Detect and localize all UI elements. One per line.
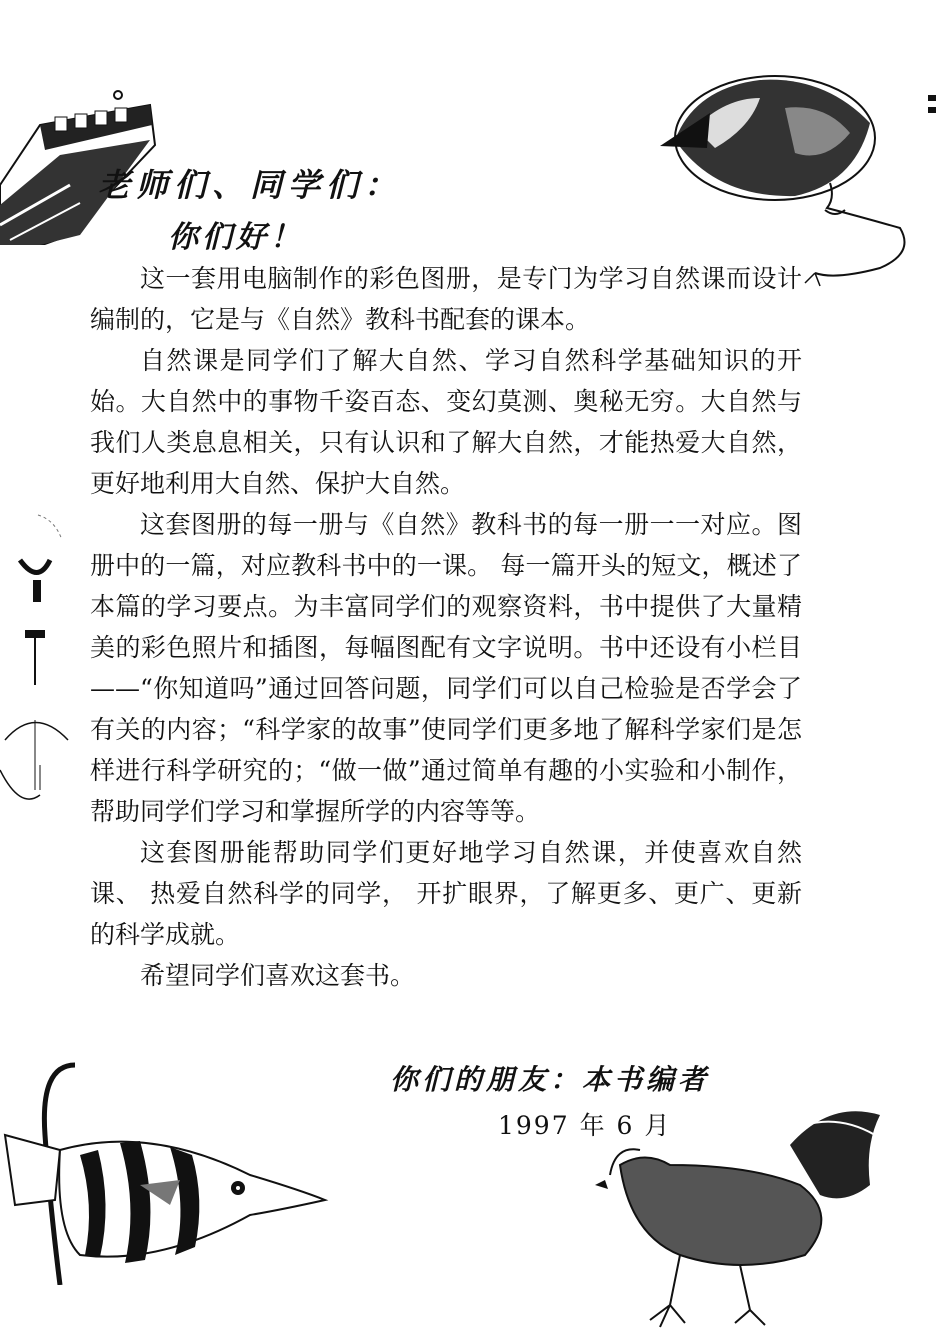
paragraph: 这一套用电脑制作的彩色图册，是专门为学习自然课而设计编制的，它是与《自然》教科书配套的课本。: [90, 264, 802, 334]
paragraph: 这套图册的每一册与《自然》教科书的每一册一一对应。图册中的一篇，对应教科书中的一课。 每一篇开头的短文，概述了本篇的学习要点。为丰富同学们的观察资料，书中提供了大量精美的彩色照片和插图，每幅图配有文字说明。书中还设有小栏目——“你知道吗”通过回答问题，同学们可以自己检验是否学会了有关的内容；“科学家的故事”使同学们更多地了解科学家们是怎样进行科学研究的；“做一做”通过简单有趣的小实验和小制作，帮助同学们学习和掌握所学的内容等等。: [90, 510, 802, 826]
greeting: 你们好！: [168, 220, 304, 255]
salutation: 老师们、同学们：: [98, 166, 403, 204]
page-edge-mark: [928, 95, 936, 117]
paragraph: 希望同学们喜欢这套书。: [140, 961, 416, 990]
letter-body: [90, 258, 802, 996]
date: 1997 年 6 月: [498, 1111, 672, 1140]
tuning-fork-icon: [0, 510, 80, 810]
paragraph: 自然课是同学们了解大自然、学习自然科学基础知识的开始。大自然中的事物千姿百态、变幻莫测、奥秘无穷。大自然与我们人类息息相关，只有认识和了解大自然，才能热爱大自然，更好地利用大自然、保护大自然。: [90, 346, 802, 498]
signature: 你们的朋友：本书编者: [390, 1063, 711, 1096]
paragraph: 这套图册能帮助同学们更好地学习自然课，并使喜欢自然课、 热爱自然科学的同学， 开扩眼界，了解更多、更广、更新的科学成就。: [90, 838, 802, 949]
fish-icon: [0, 1055, 330, 1285]
